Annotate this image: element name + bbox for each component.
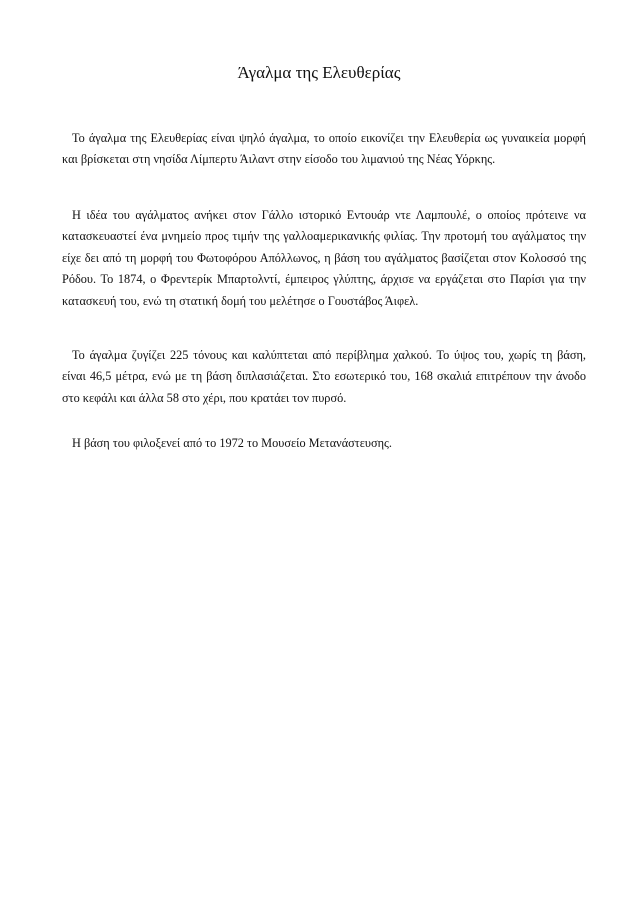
- document-title: Άγαλμα της Ελευθερίας: [237, 63, 401, 82]
- paragraph-dimensions: Το άγαλμα ζυγίζει 225 τόνους και καλύπτεται από περίβλημα χαλκού. Το ύψος του, χωρίς τη βάση, είναι 46,5 μέτρα, ενώ με τη βάση διπλασιάζεται. Στο εσωτερικό του, 168 σκαλιά επιτρέπουν την άνοδο στο κεφάλι και άλλα 58 στο χέρι, που κρατάει τον πυρσό.: [62, 348, 586, 405]
- paragraph-intro: Το άγαλμα της Ελευθερίας είναι ψηλό άγαλμα, το οποίο εικονίζει την Ελευθερία ως γυναικεία μορφή και βρίσκεται στη νησίδα Λίμπερτυ Άιλαντ στην είσοδο του λιμανιού της Νέας Υόρκης.: [62, 131, 586, 167]
- paragraph-museum: Η βάση του φιλοξενεί από το 1972 το Μουσείο Μετανάστευσης.: [72, 436, 392, 450]
- paragraph-history: Η ιδέα του αγάλματος ανήκει στον Γάλλο ιστορικό Εντουάρ ντε Λαμπουλέ, ο οποίος πρότεινε να κατασκευαστεί ένα μνημείο προς τιμήν της γαλλοαμερικανικής φιλίας. Την προτομή του αγάλματος την είχε δει από τη μορφή του Φωτοφόρου Απόλλωνος, η βάση του αγάλματος βασίζεται στον Κολοσσό της Ρόδου. Το 1874, ο Φρεντερίκ Μπαρτολντί, έμπειρος γλύπτης, άρχισε να εργάζεται στο Παρίσι για την κατασκευή του, ενώ τη στατική δομή του μελέτησε ο Γουστάβος Άιφελ.: [62, 208, 586, 308]
